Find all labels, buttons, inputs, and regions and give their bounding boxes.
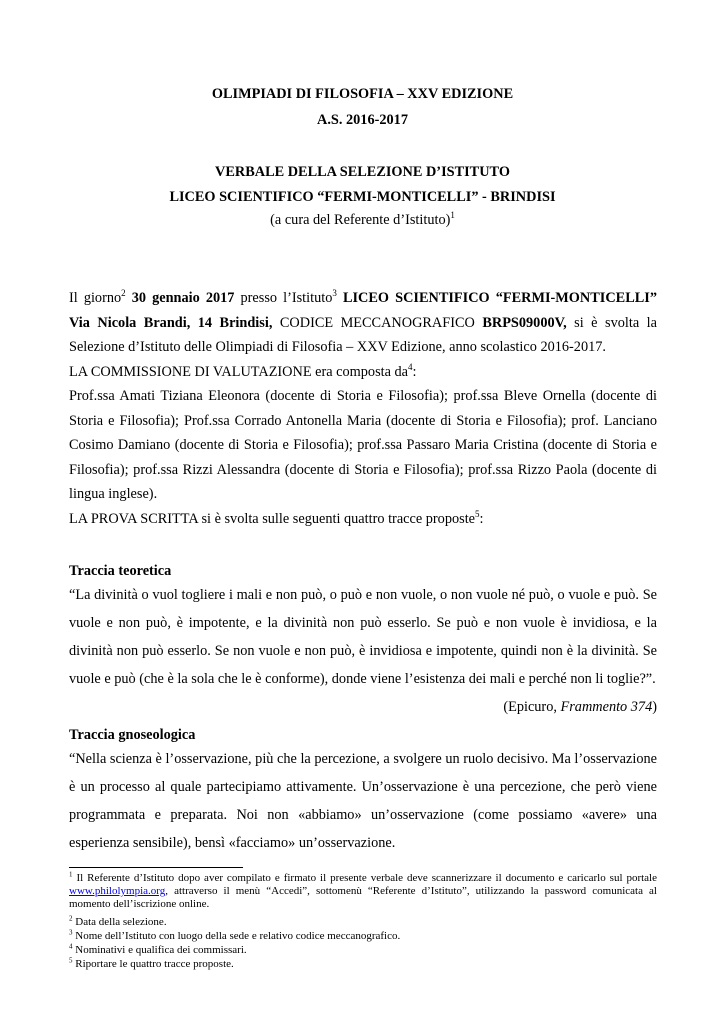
school-name-heading: LICEO SCIENTIFICO “FERMI-MONTICELLI” - BRINDISI <box>169 189 556 205</box>
traccia-gnoseologica-title: Traccia gnoseologica <box>69 727 196 743</box>
footnote-ref-3: 3 <box>332 288 337 299</box>
selection-date: 30 gennaio 2017 <box>125 290 235 306</box>
philolympia-link[interactable]: www.philolympia.org <box>69 885 166 897</box>
traccia-gnoseologica-text: “Nella scienza è l’osservazione, più che la percezione, a svolgere un ruolo decisivo. Ma l’osservazione è un processo al quale partecipiamo attivamente. Un’osservazione è una percezione, che però viene programmata e preparata. Noi non «abbiamo» un’osservazione (come possiamo «avere» una esperienza sensibile), bensì «facciamo» un’osservazione. <box>69 751 657 851</box>
footnote-1: $^1$ Il Referente d’Istituto dopo aver compilato e firmato il presente verbale deve scannerizzare il documento e caricarlo sul portale www.philolympia.org, attraverso il menù “Accedi”, sottomenù “Referente d’Istituto”, utilizzando la password comunicata al momento dell’iscrizione online. <box>69 870 657 910</box>
footnote-ref-2: 2 <box>121 288 126 299</box>
written-test-intro: LA PROVA SCRITTA si è svolta sulle seguenti quattro tracce proposte$^5$: <box>69 508 484 527</box>
curated-by-note: (a cura del Referente d’Istituto)$^1$ <box>270 210 455 228</box>
footnote-3: $^3$ Nome dell’Istituto con luogo della sede e relativo codice meccanografico. <box>69 928 401 942</box>
school-code: BRPS09000V, <box>482 314 567 331</box>
footnote-ref-4: 4 <box>408 361 413 372</box>
competition-title: OLIMPIADI DI FILOSOFIA – XXV EDIZIONE <box>211 86 514 102</box>
footnote-separator <box>69 867 243 868</box>
intro-line-1: Il giorno$^2$ 30 gennaio 2017 presso l’Istituto$^3$ LICEO SCIENTIFICO “FERMI-MONTICELLI” <box>69 288 657 306</box>
report-title: VERBALE DELLA SELEZIONE D’ISTITUTO <box>215 164 510 180</box>
footnote-ref-5: 5 <box>475 508 480 519</box>
traccia-teoretica-title: Traccia teoretica <box>69 563 172 579</box>
intro-section <box>69 286 657 531</box>
footnote-5: $^5$ Riportare le quattro tracce proposte. <box>69 956 234 970</box>
commission-intro: LA COMMISSIONE DI VALUTAZIONE era composta $da^4$: <box>69 361 417 380</box>
commission-members: Prof.ssa Amati Tiziana Eleonora (docente di Storia e Filosofia); prof.ssa Bleve Ornella (docente di Storia e Filosofia); Prof.ssa Corrado Antonella Maria (docente di Storia e Filosofia); prof. Lanciano Cosimo Damiano (docente di Storia e Filosofia); prof.ssa Passaro Maria Cristina (docente di Storia e Filosofia); prof.ssa Rizzi Alessandra (docente di Storia e Filosofia); prof.ssa Rizzo Paola (docente di lingua inglese). <box>69 388 657 502</box>
intro-line-2: Via Nicola Brandi, 14 Brindisi, CODICE MECCANOGRAFICO BRPS09000V, si è svolta la <box>69 314 657 331</box>
footnote-ref-1: 1 <box>450 210 455 221</box>
traccia-teoretica-source: (Epicuro, Frammento 374) <box>503 699 657 715</box>
intro-line-3: Selezione d’Istituto delle Olimpiadi di Filosofia – XXV Edizione, anno scolastico 2016-2017. <box>69 339 606 355</box>
school-year: A.S. 2016-2017 <box>317 112 408 128</box>
traccia-teoretica <box>69 562 657 721</box>
school-address: Via Nicola Brandi, 14 Brindisi, <box>69 314 273 331</box>
footnote-4: $^4$ Nominativi e qualifica dei commissari. <box>69 942 247 956</box>
traccia-teoretica-text: “La divinità o vuol togliere i mali e non può, o può e non vuole, o non vuole né può, o vuole e può. Se vuole e non può, è impotente, e la divinità non può esserlo. Se può e non vuole è invidiosa, e la divinità non può esserlo. Se non vuole e non può, è invidiosa e impotente, quindi non è la divinità. Se vuole e può (che è la sola che le è conforme), donde viene l’esistenza dei mali e perché non li toglie?”. <box>69 587 657 687</box>
footnote-2: $^2$ Data della selezione. <box>69 914 167 928</box>
school-name: LICEO SCIENTIFICO “FERMI-MONTICELLI” <box>336 290 657 306</box>
traccia-gnoseologica <box>69 726 657 857</box>
